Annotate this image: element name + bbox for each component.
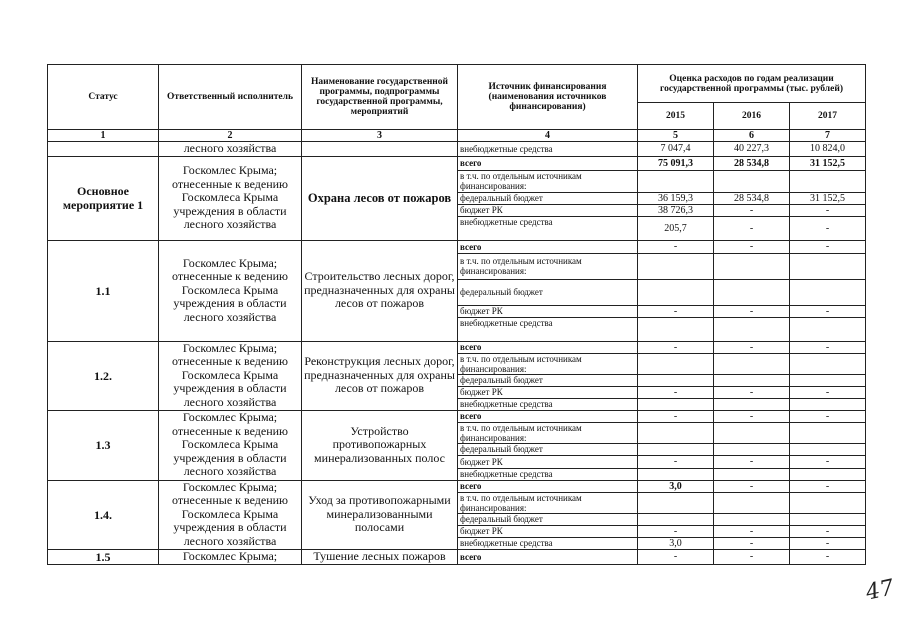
source-cell: всего	[458, 549, 638, 564]
col-number: 4	[458, 130, 638, 142]
value-cell: -	[714, 455, 790, 468]
source-cell: внебюджетные средства	[458, 398, 638, 410]
col-number: 6	[714, 130, 790, 142]
value-cell: 205,7	[638, 216, 714, 240]
value-cell: 31 152,5	[790, 156, 866, 170]
source-cell: всего	[458, 240, 638, 253]
table-row	[48, 156, 866, 170]
source-cell: бюджет РК	[458, 305, 638, 317]
value-cell: 3,0	[638, 537, 714, 549]
value-cell: -	[790, 549, 866, 564]
value-cell: -	[790, 204, 866, 216]
value-cell: -	[714, 240, 790, 253]
value-cell: 28 534,8	[714, 156, 790, 170]
col-number: 2	[159, 130, 302, 142]
value-cell: -	[638, 525, 714, 537]
value-cell: -	[714, 525, 790, 537]
source-cell: всего	[458, 480, 638, 492]
header-executor: Ответственный исполнитель	[159, 65, 302, 130]
value-cell: 28 534,8	[714, 192, 790, 204]
col-number: 7	[790, 130, 866, 142]
financing-table	[47, 64, 866, 565]
value-cell: -	[714, 204, 790, 216]
table-row	[48, 410, 866, 422]
col-number: 5	[638, 130, 714, 142]
source-cell: федеральный бюджет	[458, 279, 638, 305]
value-cell: 75 091,3	[638, 156, 714, 170]
value-cell: -	[638, 386, 714, 398]
page-number: 47	[863, 575, 897, 606]
value-cell: -	[714, 410, 790, 422]
table-row	[48, 341, 866, 353]
value-cell: -	[638, 240, 714, 253]
value-cell: -	[714, 341, 790, 353]
table-row	[48, 142, 866, 157]
value-cell: -	[714, 305, 790, 317]
value-cell: 38 726,3	[638, 204, 714, 216]
source-cell: всего	[458, 156, 638, 170]
status-cell: 1.2.	[48, 341, 159, 410]
value-cell: -	[790, 305, 866, 317]
header-year-2016: 2016	[714, 103, 790, 130]
header-name: Наименование государственной программы, подпрограммы государственной программы, мероприятий	[302, 65, 458, 130]
value-cell: -	[790, 480, 866, 492]
source-cell: федеральный бюджет	[458, 443, 638, 455]
status-cell: 1.1	[48, 240, 159, 341]
table-row	[48, 549, 866, 564]
value-cell: -	[638, 455, 714, 468]
source-cell: федеральный бюджет	[458, 513, 638, 525]
source-cell: бюджет РК	[458, 455, 638, 468]
source-cell: в т.ч. по отдельным источникам финансирования:	[458, 422, 638, 443]
source-cell: федеральный бюджет	[458, 374, 638, 386]
value-cell: -	[714, 216, 790, 240]
source-cell: внебюджетные средства	[458, 468, 638, 480]
source-cell: бюджет РК	[458, 204, 638, 216]
executor-cell: Госкомлес Крыма;	[159, 549, 302, 564]
value-cell: 7 047,4	[638, 142, 714, 157]
col-number: 3	[302, 130, 458, 142]
value-cell: -	[638, 410, 714, 422]
executor-cell: лесного хозяйства	[159, 142, 302, 157]
source-cell: в т.ч. по отдельным источникам финансирования:	[458, 353, 638, 374]
table-row	[48, 240, 866, 253]
source-cell: федеральный бюджет	[458, 192, 638, 204]
status-cell: 1.5	[48, 549, 159, 564]
event-name-cell: Тушение лесных пожаров	[302, 549, 458, 564]
status-cell: 1.3	[48, 410, 159, 480]
header-estimate: Оценка расходов по годам реализации государственной программы (тыс. рублей)	[638, 65, 866, 103]
value-cell: -	[790, 386, 866, 398]
value-cell: -	[714, 537, 790, 549]
source-cell: всего	[458, 410, 638, 422]
event-name-cell: Охрана лесов от пожаров	[302, 156, 458, 240]
executor-cell: Госкомлес Крыма; отнесенные к ведению Госкомлеса Крыма учреждения в области лесного хозяйства	[159, 410, 302, 480]
header-status: Статус	[48, 65, 159, 130]
source-cell: внебюджетные средства	[458, 537, 638, 549]
value-cell: -	[714, 549, 790, 564]
value-cell: -	[638, 305, 714, 317]
table-row	[48, 480, 866, 492]
value-cell: -	[714, 386, 790, 398]
col-number: 1	[48, 130, 159, 142]
value-cell: 36 159,3	[638, 192, 714, 204]
event-name-cell: Реконструкция лесных дорог, предназначенных для охраны лесов от пожаров	[302, 341, 458, 410]
source-cell: в т.ч. по отдельным источникам финансирования:	[458, 170, 638, 192]
value-cell: 40 227,3	[714, 142, 790, 157]
header-year-2017: 2017	[790, 103, 866, 130]
header-year-2015: 2015	[638, 103, 714, 130]
value-cell: -	[790, 410, 866, 422]
source-cell: внебюджетные средства	[458, 216, 638, 240]
value-cell: 10 824,0	[790, 142, 866, 157]
status-cell: Основное мероприятие 1	[48, 156, 159, 240]
value-cell: -	[638, 341, 714, 353]
source-cell: в т.ч. по отдельным источникам финансирования:	[458, 492, 638, 513]
value-cell: -	[714, 480, 790, 492]
value-cell: -	[790, 455, 866, 468]
status-cell: 1.4.	[48, 480, 159, 549]
value-cell: -	[790, 341, 866, 353]
source-cell: бюджет РК	[458, 386, 638, 398]
value-cell: -	[638, 549, 714, 564]
executor-cell: Госкомлес Крыма; отнесенные к ведению Госкомлеса Крыма учреждения в области лесного хозяйства	[159, 240, 302, 341]
event-name-cell: Уход за противопожарными минерализованными полосами	[302, 480, 458, 549]
source-cell: всего	[458, 341, 638, 353]
value-cell: -	[790, 537, 866, 549]
event-name-cell: Строительство лесных дорог, предназначенных для охраны лесов от пожаров	[302, 240, 458, 341]
value-cell: -	[790, 240, 866, 253]
source-cell: внебюджетные средства	[458, 317, 638, 341]
executor-cell: Госкомлес Крыма; отнесенные к ведению Госкомлеса Крыма учреждения в области лесного хозяйства	[159, 156, 302, 240]
value-cell: -	[790, 525, 866, 537]
value-cell: -	[790, 216, 866, 240]
value-cell: 31 152,5	[790, 192, 866, 204]
event-name-cell: Устройство противопожарных минерализованных полос	[302, 410, 458, 480]
source-cell: бюджет РК	[458, 525, 638, 537]
value-cell: 3,0	[638, 480, 714, 492]
header-source: Источник финансирования (наименования источников финансирования)	[458, 65, 638, 130]
executor-cell: Госкомлес Крыма; отнесенные к ведению Госкомлеса Крыма учреждения в области лесного хозяйства	[159, 480, 302, 549]
source-cell: в т.ч. по отдельным источникам финансирования:	[458, 253, 638, 279]
executor-cell: Госкомлес Крыма; отнесенные к ведению Госкомлеса Крыма учреждения в области лесного хозяйства	[159, 341, 302, 410]
source-cell: внебюджетные средства	[458, 142, 638, 157]
